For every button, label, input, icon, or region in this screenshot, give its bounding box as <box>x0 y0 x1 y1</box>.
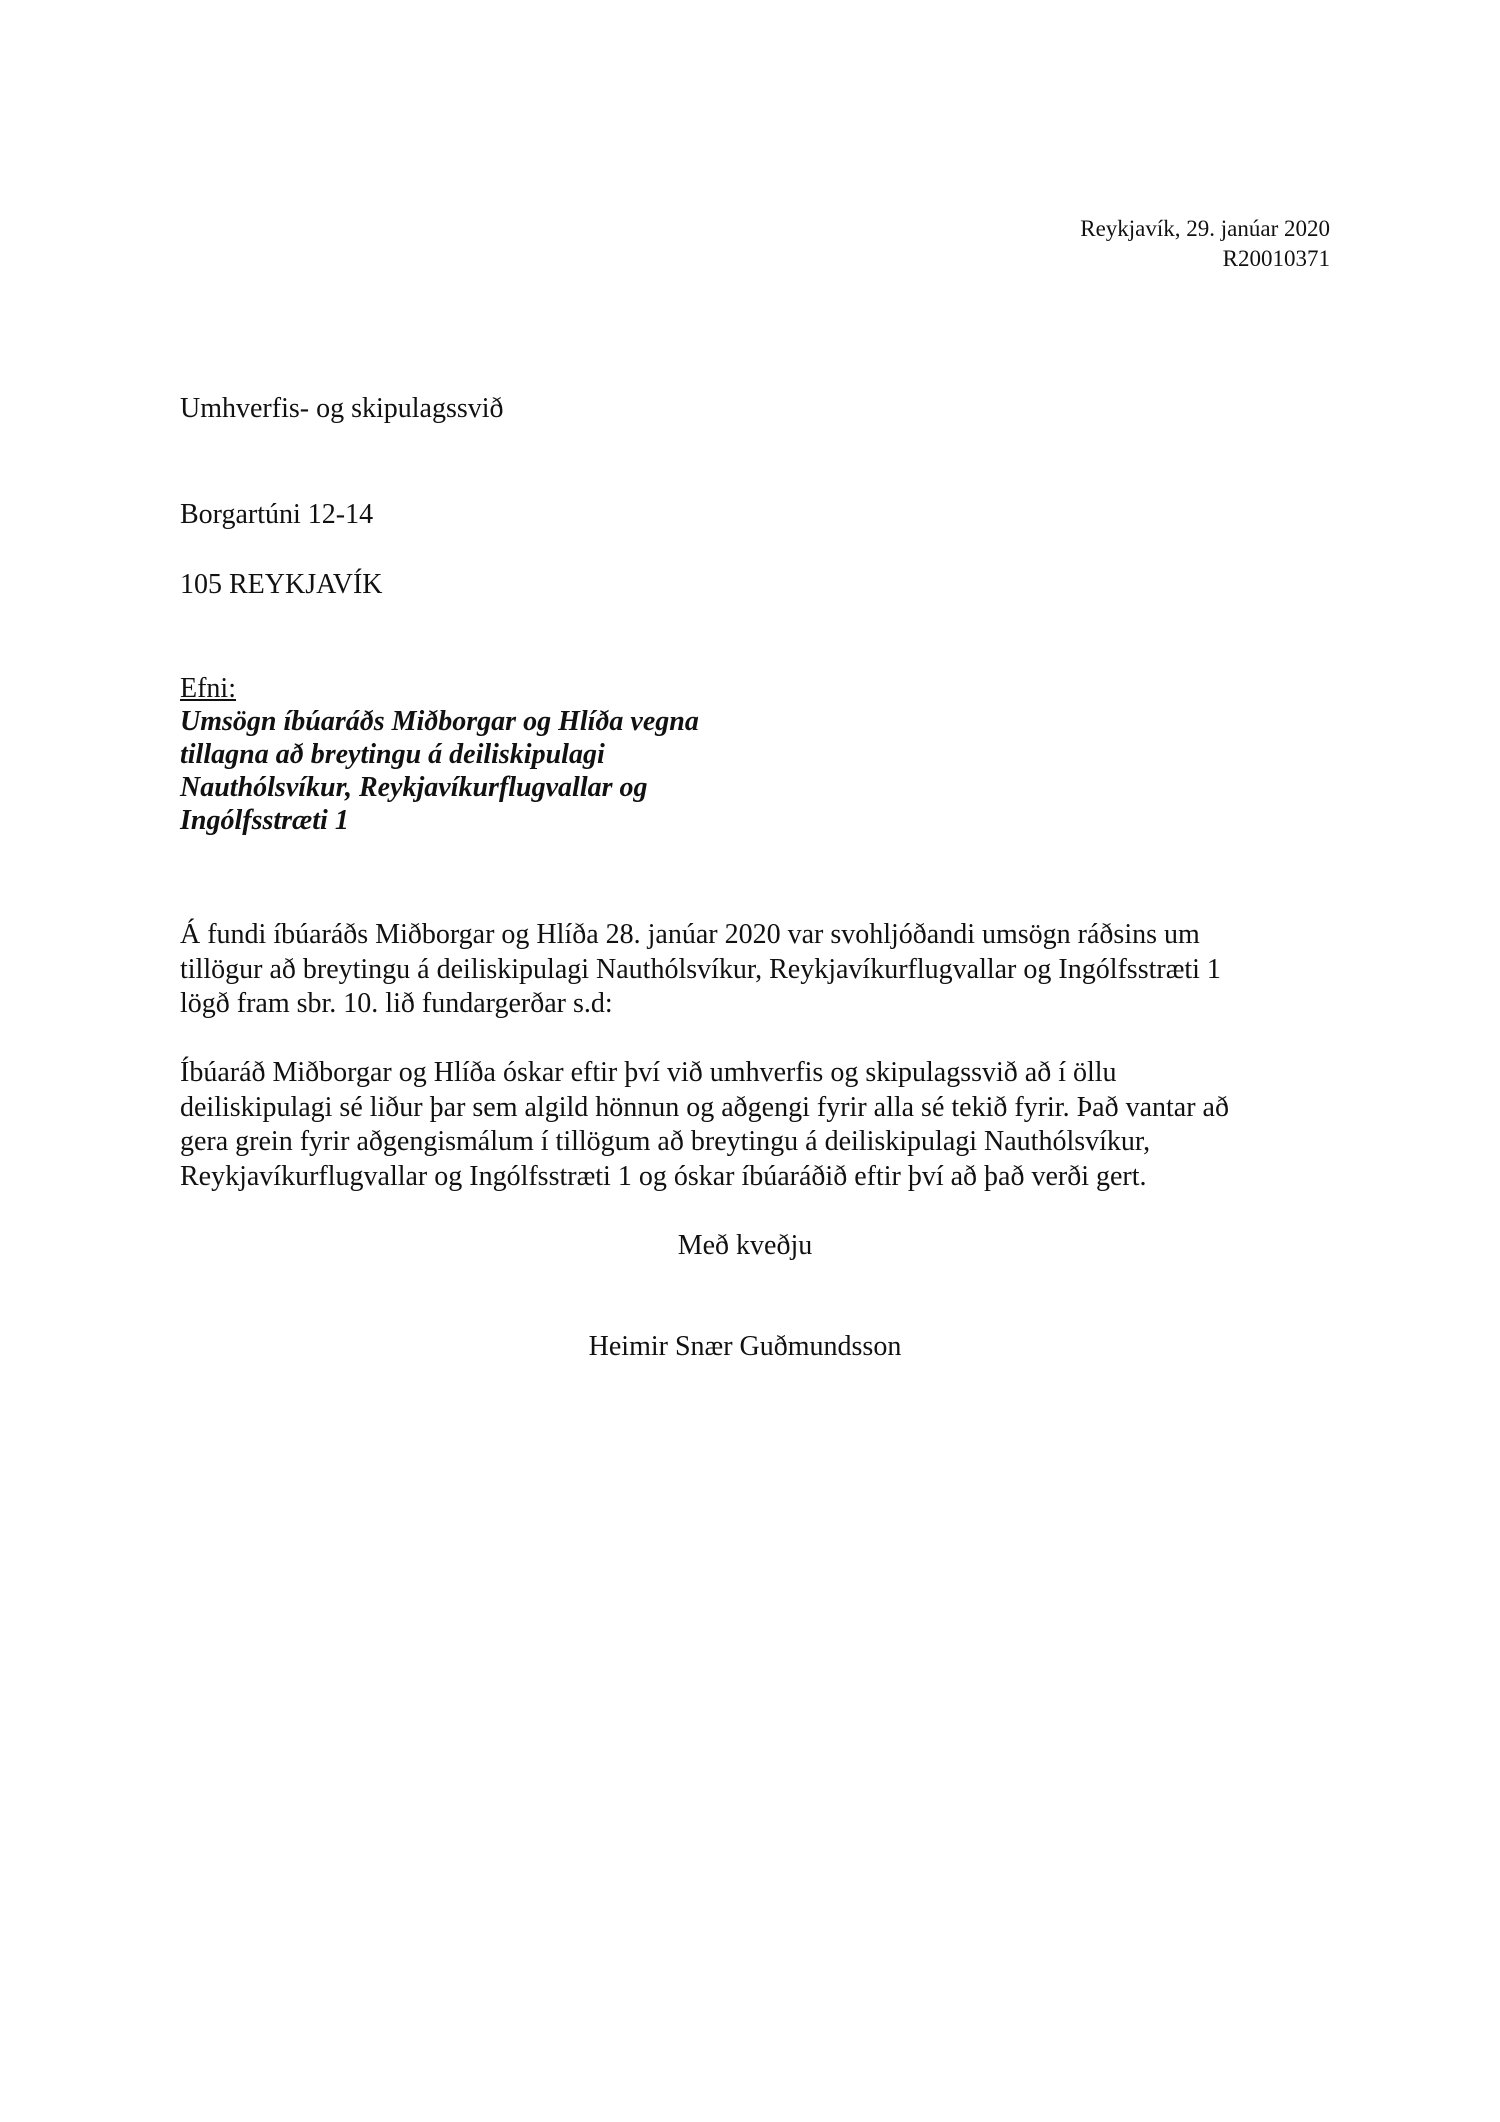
closing-greeting: Með kveðju <box>677 1230 813 1261</box>
subject-block <box>180 672 699 837</box>
paragraph-line: gera grein fyrir aðgengismálum í tillögum að breytingu á deiliskipulagi Nauthólsvíkur, <box>180 1126 1151 1157</box>
body-paragraph-1 <box>180 918 1330 1022</box>
subject-title-line: Nauthólsvíkur, Reykjavíkurflugvallar og <box>180 772 648 803</box>
paragraph-line: Íbúaráð Miðborgar og Hlíða óskar eftir því við umhverfis og skipulagssvið að í öllu <box>180 1057 1117 1088</box>
subject-title <box>180 705 699 837</box>
subject-label: Efni: <box>180 673 236 704</box>
subject-title-line: Umsögn íbúaráðs Miðborgar og Hlíða vegna <box>180 706 699 737</box>
body-paragraph-2 <box>180 1056 1330 1194</box>
recipient-street: Borgartúni 12-14 <box>180 499 374 530</box>
paragraph-line: Á fundi íbúaráðs Miðborgar og Hlíða 28. janúar 2020 var svohljóðandi umsögn ráðsins um <box>180 919 1200 950</box>
letter-header <box>1080 214 1330 274</box>
signatory-name: Heimir Snær Guðmundsson <box>588 1331 902 1362</box>
paragraph-line: lögð fram sbr. 10. lið fundargerðar s.d: <box>180 988 613 1019</box>
place-date: Reykjavík, 29. janúar 2020 <box>1080 216 1330 241</box>
paragraph-line: Reykjavíkurflugvallar og Ingólfsstræti 1 og óskar íbúaráðið eftir því að það verði gert. <box>180 1160 1147 1192</box>
subject-title-line: Ingólfsstræti 1 <box>180 805 349 836</box>
paragraph-line: deiliskipulagi sé liður þar sem algild hönnun og aðgengi fyrir alla sé tekið fyrir. Það vantar að <box>180 1091 1229 1123</box>
recipient-department: Umhverfis- og skipulagssvið <box>180 393 504 424</box>
reference-number: R20010371 <box>1222 246 1330 271</box>
subject-title-line: tillagna að breytingu á deiliskipulagi <box>180 739 605 770</box>
paragraph-line: tillögur að breytingu á deiliskipulagi Nauthólsvíkur, Reykjavíkurflugvallar og Ingólfsstræti 1 <box>180 953 1221 985</box>
recipient-city: 105 REYKJAVÍK <box>180 569 383 600</box>
